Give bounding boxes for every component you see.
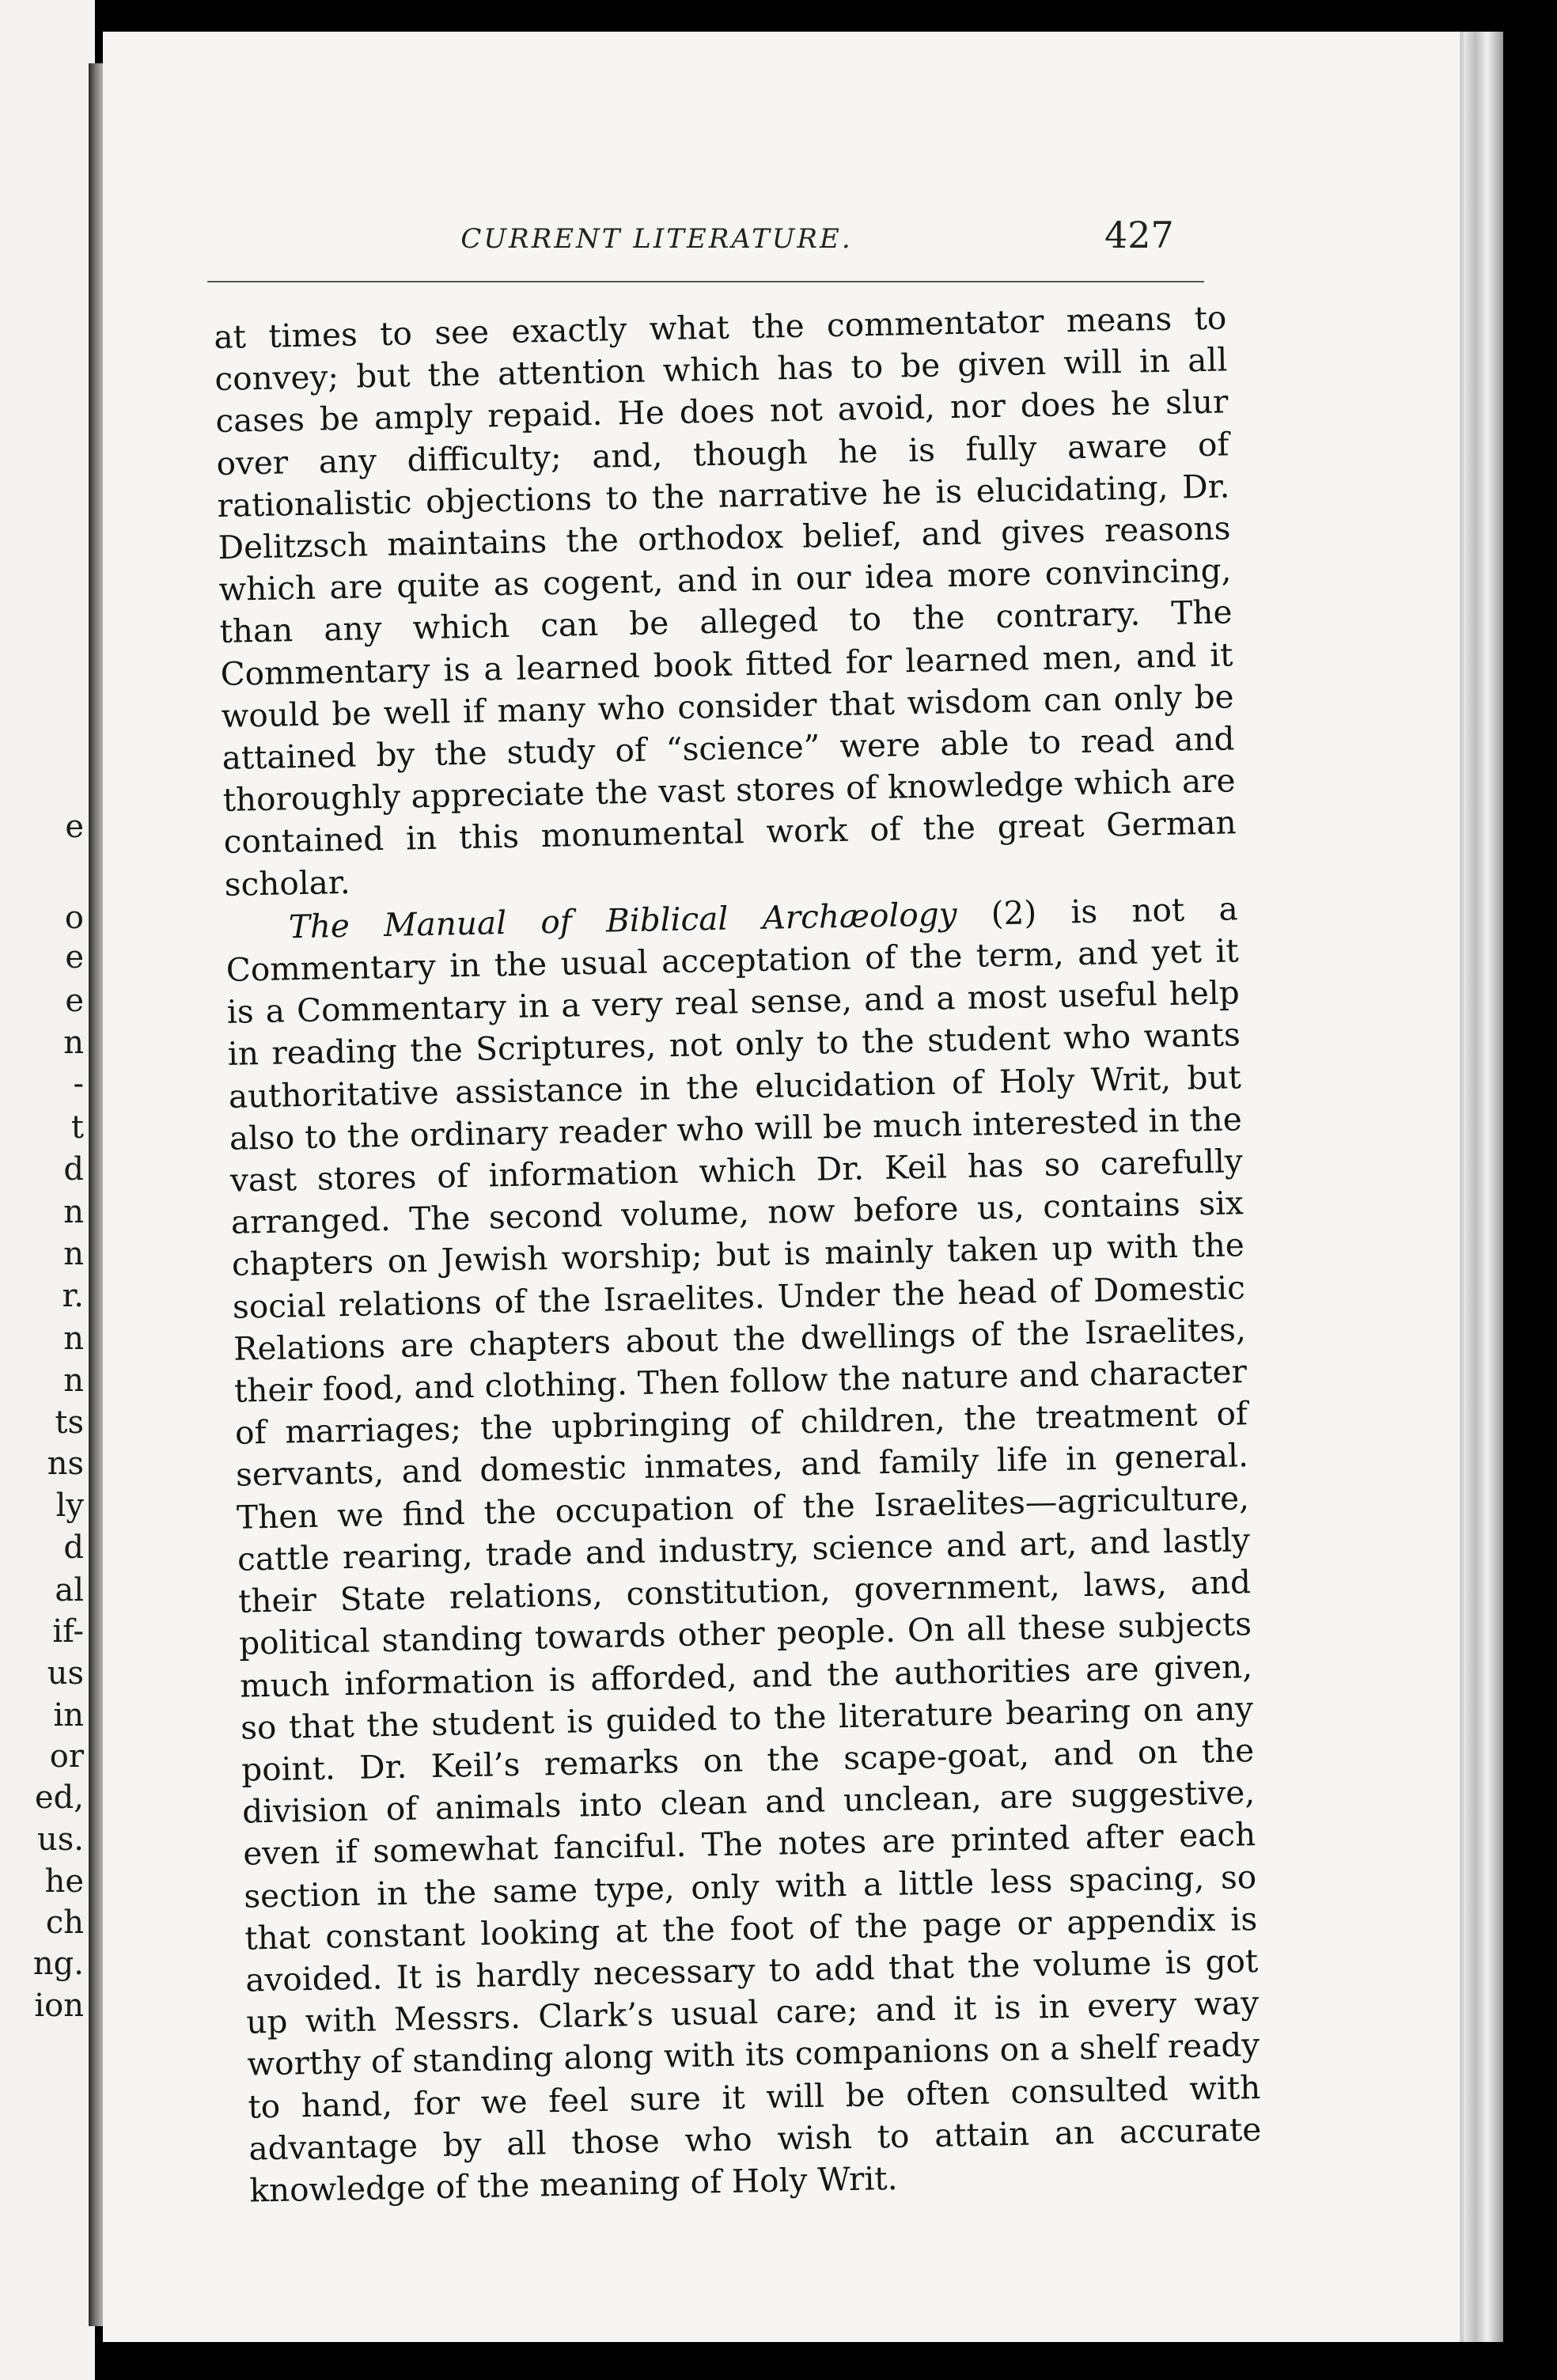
fragment: or: [49, 1738, 84, 1775]
fragment: if-: [52, 1613, 84, 1650]
running-head: CURRENT LITERATURE.: [460, 223, 853, 255]
paragraph: [225, 888, 1262, 2212]
fragment: ch: [45, 1904, 84, 1941]
fragment: ns: [47, 1446, 84, 1482]
paragraph-text: (2) is not a Commentary in the usual acceptation of the term, and yet it is a Commentary in a very real sense, and a most useful help in reading the Scriptures, not only to the student who wants authoritative assistance in the elucidation of Holy Writ, but also to the ordinary reader who will be much interested in the vast stores of information which Dr. Keil has so carefully arranged. The second volume, now before us, contains six chapters on Jewish worship; but is mainly taken up with the social relations of the Israelites. Under the head of Domestic Relations are chapters about the dwellings of the Israelites, their food, and clothing. Then follow the nature and character of marriages; the upbringing of children, the treatment of servants, and domestic inmates, and family life in general. Then we find the occupation of the Israelites—agriculture, cattle rearing, trade and industry, science and art, and lastly their State relations, constitution, government, laws, and political standing towards other people. On all these subjects much information is afforded, and the authorities are given, so that the student is guided to the literature bearing on any point. Dr. Keil’s remarks on the scape-goat, and on the division of animals into clean and unclean, are suggestive, even if somewhat fanciful. The notes are printed after each section in the same type, only with a little less spacing, so that constant looking at the foot of the page or appendix is avoided. It is hardly necessary to add that the volume is got up with Messrs. Clark’s usual care; and it is in every way worthy of standing along with its companions on a shelf ready to hand, for we feel sure it will be often consulted with advantage by all those who wish to attain an accurate knowledge of the meaning of Holy Writ.: [225, 889, 1262, 2210]
fragment: o: [64, 900, 84, 936]
fragment: n: [63, 1362, 84, 1399]
body-text: [214, 297, 1263, 2211]
fragment: t: [70, 1109, 84, 1146]
fragment: n: [63, 1194, 84, 1230]
fragment: n: [63, 1236, 84, 1272]
fragment: al: [55, 1572, 84, 1609]
page-edge-shadow: [1464, 32, 1503, 2342]
page-number: 427: [1104, 214, 1174, 256]
fragment: in: [53, 1697, 84, 1734]
fragment: e: [65, 983, 84, 1019]
fragment: r.: [62, 1278, 84, 1314]
fragment: us.: [36, 1821, 84, 1858]
fragment: d: [63, 1529, 84, 1566]
fragment: e: [65, 809, 84, 845]
fragment: ts: [55, 1404, 84, 1441]
fragment: n: [63, 1025, 84, 1061]
fragment: us: [47, 1655, 84, 1692]
fragment: ly: [55, 1488, 84, 1524]
fragment: he: [44, 1863, 84, 1900]
fragment: ng.: [32, 1946, 84, 1982]
fragment: ion: [34, 1988, 84, 2024]
fragment: d: [63, 1151, 84, 1188]
fragment: ed,: [35, 1779, 84, 1816]
header-rule: [207, 281, 1204, 282]
book-title: The Manual of Biblical Archæology: [288, 894, 957, 946]
previous-page-text-fragments: [0, 0, 87, 2380]
fragment: -: [73, 1066, 84, 1102]
paragraph: at times to see exactly what the commentator means to convey; but the attention which has to be given will in all cases be amply repaid. He does not avoid, nor does he slur over any difficulty; and, though he is fully aware of rationalistic objections to the narrative he is elucidating, Dr. Delitzsch maintains the orthodox belief, and gives reasons which are quite as cogent, and in our idea more convincing, than any which can be alleged to the contrary. The Commentary is a learned book fitted for learned men, and it would be well if many who consider that wisdom can only be attained by the study of “science” were able to read and thoroughly appreciate the vast stores of knowledge which are contained in this monumental work of the great German scholar.: [214, 298, 1237, 904]
fragment: n: [63, 1321, 84, 1357]
fragment: e: [65, 939, 84, 976]
